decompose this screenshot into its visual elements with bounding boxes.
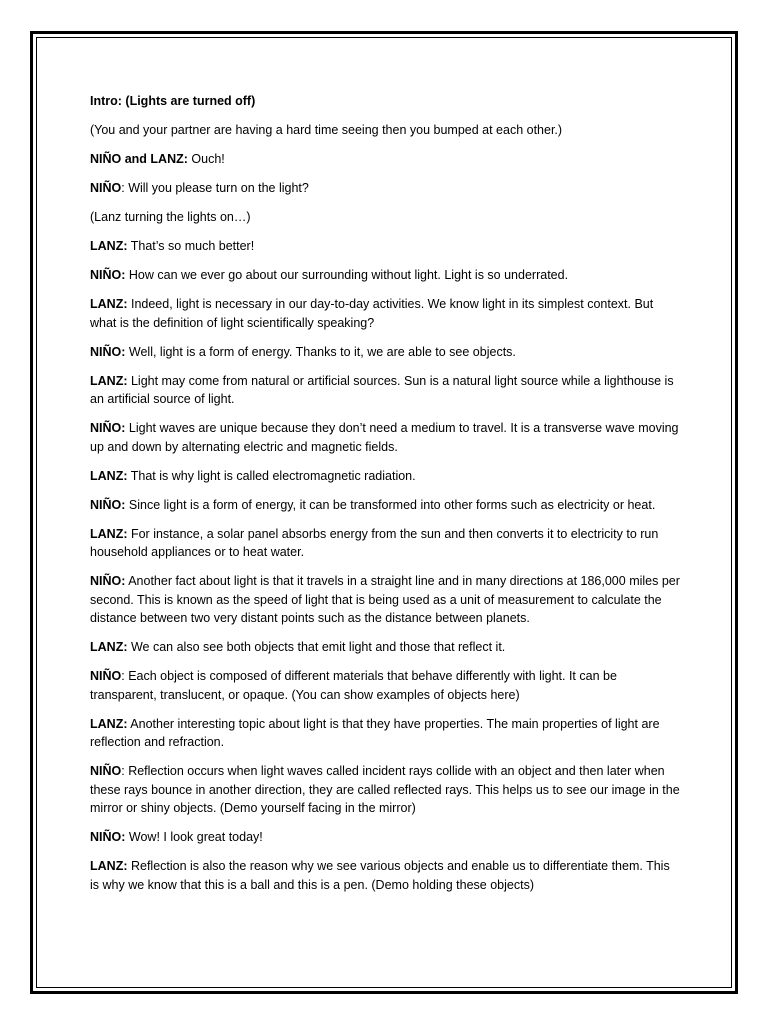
paragraph xyxy=(90,295,682,332)
speaker-label: LANZ: xyxy=(90,859,128,873)
dialogue-text: Since light is a form of energy, it can be transformed into other forms such as electricity or heat. xyxy=(125,497,656,512)
speaker-label: LANZ: xyxy=(90,526,128,541)
dialogue-text: Another interesting topic about light is that they have properties. The main properties of light are reflection and refraction. xyxy=(90,716,660,749)
paragraph xyxy=(90,343,682,362)
dialogue-text: Well, light is a form of energy. Thanks to it, we are able to see objects. xyxy=(125,344,516,359)
dialogue-text: Light waves are unique because they don’t need a medium to travel. It is a transverse wave moving up and down by alternating electric and magnetic fields. xyxy=(90,421,679,454)
dialogue-text: : Each object is composed of different materials that behave differently with light. It can be transparent, translucent, or opaque. (You can show examples of objects here) xyxy=(90,669,617,702)
speaker-label: NIÑO: xyxy=(90,268,126,282)
dialogue-text: Wow! I look great today! xyxy=(125,830,263,844)
paragraph xyxy=(90,762,682,818)
speaker-label: LANZ: xyxy=(90,297,128,311)
dialogue-text: How can we ever go about our surrounding without light. Light is so underrated. xyxy=(125,268,569,282)
dialogue-text: Another fact about light is that it travels in a straight line and in many directions at 186,000 miles per second. This is known as the speed of light that is being used as a unit of measurement to calculate the distance between two very distant points such as the distance between planets. xyxy=(90,574,680,625)
dialogue-text: That is why light is called electromagnetic radiation. xyxy=(127,468,416,483)
speaker-label: NIÑO and LANZ: xyxy=(90,152,188,166)
paragraph xyxy=(90,828,682,847)
paragraph xyxy=(90,572,682,628)
speaker-label: Intro: (Lights are turned off) xyxy=(90,94,256,108)
speaker-label: LANZ: xyxy=(90,468,128,483)
dialogue-text: : Will you please turn on the light? xyxy=(121,181,309,195)
paragraph xyxy=(90,496,682,515)
script-body xyxy=(90,92,682,905)
paragraph xyxy=(90,467,682,486)
speaker-label: NIÑO xyxy=(90,764,122,778)
speaker-label: NIÑO xyxy=(90,669,122,683)
dialogue-text: We can also see both objects that emit light and those that reflect it. xyxy=(127,640,506,654)
speaker-label: NIÑO: xyxy=(90,830,126,844)
paragraph xyxy=(90,525,682,562)
paragraph xyxy=(90,715,682,752)
paragraph xyxy=(90,667,682,704)
dialogue-text: (You and your partner are having a hard time seeing then you bumped at each other.) xyxy=(90,123,563,137)
dialogue-text: For instance, a solar panel absorbs energy from the sun and then converts it to electricity to run household appliances or to heat water. xyxy=(90,526,659,559)
paragraph xyxy=(90,208,682,227)
paragraph xyxy=(90,638,682,657)
dialogue-text: : Reflection occurs when light waves called incident rays collide with an object and then later when these rays bounce in another direction, they are called reflected rays. This helps us to see our image in the mirror or shiny objects. (Demo yourself facing in the mirror) xyxy=(90,764,680,815)
paragraph xyxy=(90,857,682,894)
speaker-label: LANZ: xyxy=(90,716,128,731)
paragraph xyxy=(90,150,682,169)
paragraph xyxy=(90,92,682,111)
speaker-label: NIÑO: xyxy=(90,574,126,588)
speaker-label: LANZ: xyxy=(90,373,128,388)
speaker-label: NIÑO: xyxy=(90,344,126,359)
dialogue-text: That’s so much better! xyxy=(127,239,255,253)
speaker-label: NIÑO xyxy=(90,181,122,195)
paragraph xyxy=(90,237,682,256)
paragraph xyxy=(90,372,682,409)
dialogue-text: Light may come from natural or artificial sources. Sun is a natural light source while a lighthouse is an artificial source of light. xyxy=(90,373,674,406)
dialogue-text: (Lanz turning the lights on…) xyxy=(90,210,251,224)
paragraph xyxy=(90,121,682,140)
paragraph xyxy=(90,419,682,456)
paragraph xyxy=(90,179,682,198)
dialogue-text: Ouch! xyxy=(187,152,225,166)
dialogue-text: Reflection is also the reason why we see various objects and enable us to differentiate them. This is why we know that this is a ball and this is a pen. (Demo holding these objects) xyxy=(90,859,670,892)
speaker-label: NIÑO: xyxy=(90,421,126,435)
paragraph xyxy=(90,266,682,285)
speaker-label: LANZ: xyxy=(90,640,128,654)
dialogue-text: Indeed, light is necessary in our day-to-day activities. We know light in its simplest context. But what is the definition of light scientifically speaking? xyxy=(90,297,654,330)
speaker-label: NIÑO: xyxy=(90,497,126,512)
speaker-label: LANZ: xyxy=(90,239,128,253)
